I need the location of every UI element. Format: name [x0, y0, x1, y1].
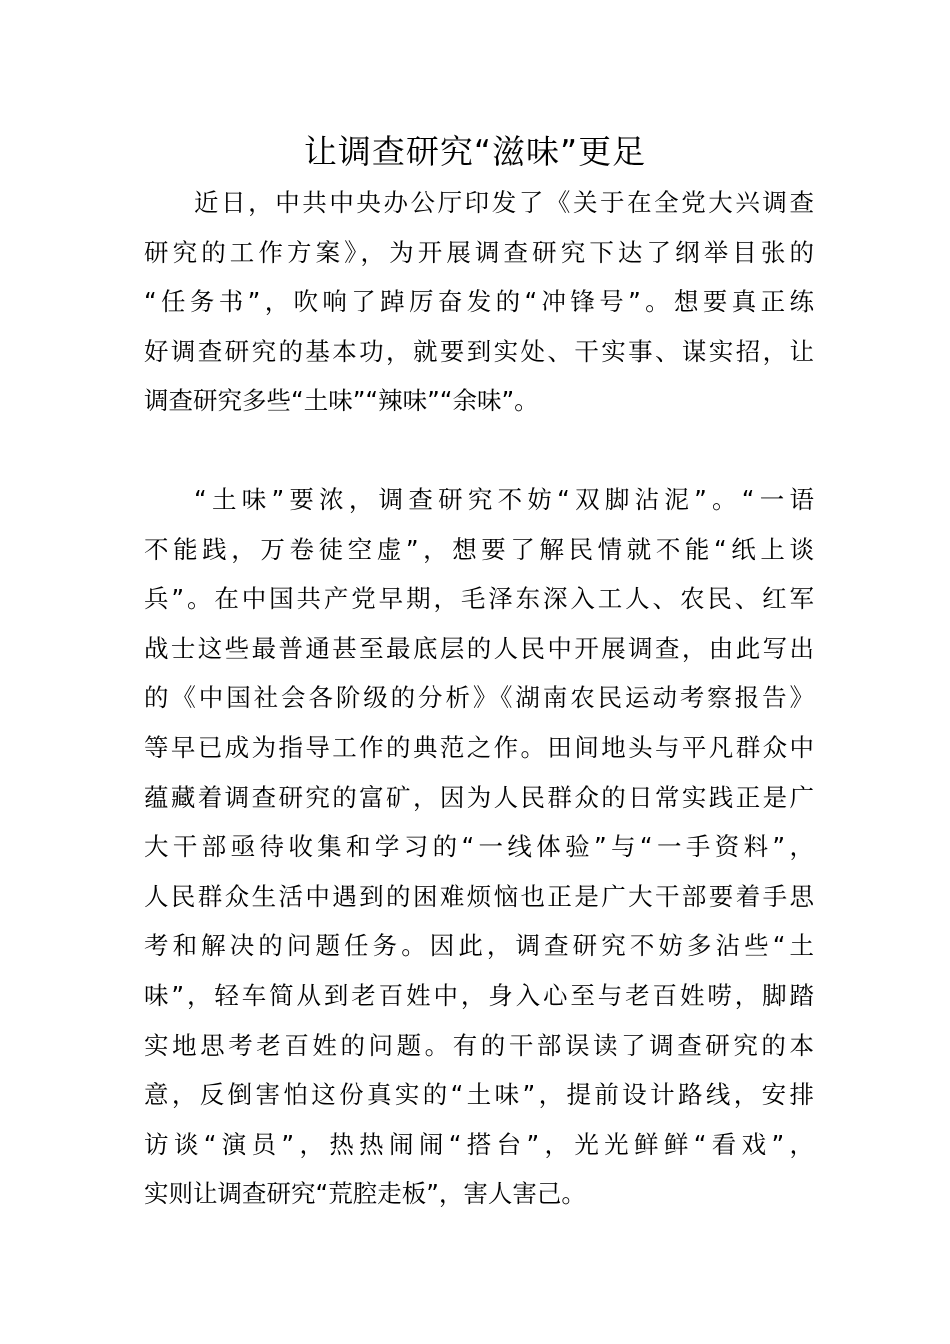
paragraph-line: 蕴藏着调查研究的富矿，因为人民群众的日常实践正是广 [144, 782, 814, 812]
paragraph-line: 好调查研究的基本功，就要到实处、干实事、谋实招，让 [144, 336, 814, 366]
paragraph-line: 调查研究多些“土味”“辣味”“余味”。 [144, 386, 539, 416]
paragraph-line: 研究的工作方案》，为开展调查研究下达了纲举目张的 [144, 237, 814, 267]
paragraph-line: 实则让调查研究“荒腔走板”，害人害己。 [144, 1179, 586, 1209]
paragraph-line: 近日，中共中央办公厅印发了《关于在全党大兴调查 [194, 188, 814, 217]
paragraph-1 [144, 178, 814, 426]
paragraph-line: 的《中国社会各阶级的分析》《湖南农民运动考察报告》 [144, 683, 814, 713]
paragraph-line: 味”，轻车简从到老百姓中，身入心至与老百姓唠，脚踏 [144, 980, 814, 1010]
paragraph-line: “土味”要浓，调查研究不妨“双脚沾泥”。“一语 [194, 485, 814, 514]
paragraph-line: 访谈“演员”，热热闹闹“搭台”，光光鲜鲜“看戏”， [144, 1129, 814, 1159]
paragraph-line: 实地思考老百姓的问题。有的干部误读了调查研究的本 [144, 1030, 814, 1060]
article-title: 让调查研究“滋味”更足 [303, 132, 647, 171]
paragraph-line: 兵”。在中国共产党早期，毛泽东深入工人、农民、红军 [144, 584, 814, 614]
paragraph-line: 考和解决的问题任务。因此，调查研究不妨多沾些“土 [144, 931, 814, 961]
paragraph-line: 意，反倒害怕这份真实的“土味”，提前设计路线，安排 [144, 1080, 814, 1110]
paragraph-line: 人民群众生活中遇到的困难烦恼也正是广大干部要着手思 [144, 881, 814, 911]
paragraph-line: “任务书”，吹响了踔厉奋发的“冲锋号”。想要真正练 [144, 287, 814, 317]
paragraph-line: 大干部亟待收集和学习的“一线体验”与“一手资料”， [144, 832, 814, 862]
paragraph-line: 战士这些最普通甚至最底层的人民中开展调查，由此写出 [144, 633, 814, 663]
paragraph-2 [144, 475, 814, 1219]
paragraph-line: 等早已成为指导工作的典范之作。田间地头与平凡群众中 [144, 732, 814, 762]
paragraph-line: 不能践，万卷徒空虚”，想要了解民情就不能“纸上谈 [144, 534, 814, 564]
